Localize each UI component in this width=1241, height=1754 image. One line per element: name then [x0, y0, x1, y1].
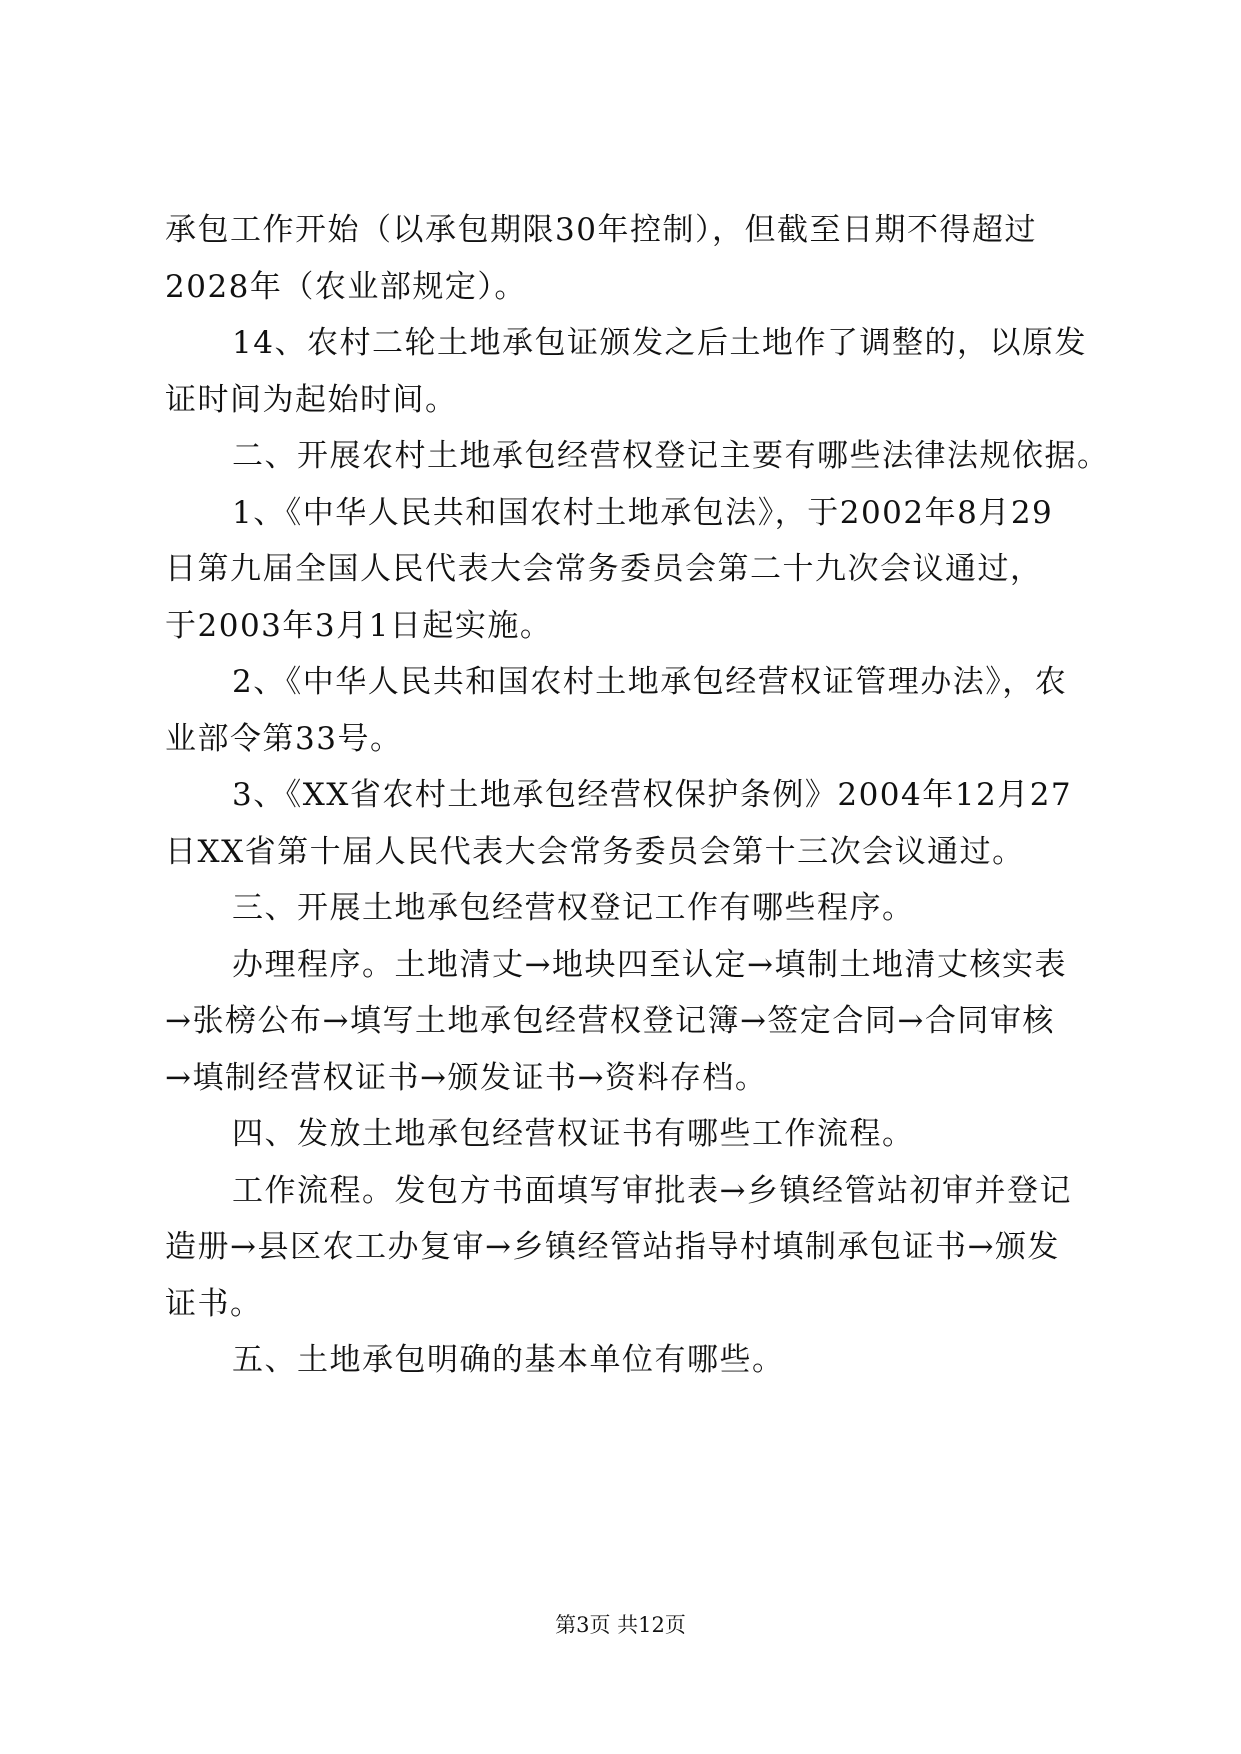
body-text-line: →填制经营权证书→颁发证书→资料存档。	[165, 1060, 768, 1096]
body-text-line: 证书。	[165, 1286, 263, 1322]
section-heading: 二、开展农村土地承包经营权登记主要有哪些法律法规依据。	[232, 438, 1110, 474]
paragraph-first-line: 办理程序。土地清丈→地块四至认定→填制土地清丈核实表	[232, 947, 1067, 983]
paragraph-first-line: 3、《XX省农村土地承包经营权保护条例》2004年12月27	[232, 777, 1073, 813]
body-text-line: 于2003年3月1日起实施。	[165, 608, 553, 644]
section-heading: 五、土地承包明确的基本单位有哪些。	[232, 1342, 785, 1378]
page-number: 第3页 共12页	[555, 1613, 686, 1637]
body-text-line: 日第九届全国人民代表大会常务委员会第二十九次会议通过，	[165, 551, 1043, 587]
page-footer	[0, 1610, 1241, 1640]
paragraph-first-line: 1、《中华人民共和国农村土地承包法》，于2002年8月29	[232, 495, 1054, 531]
section-heading: 三、开展土地承包经营权登记工作有哪些程序。	[232, 890, 915, 926]
section-heading: 四、发放土地承包经营权证书有哪些工作流程。	[232, 1116, 915, 1152]
paragraph-first-line: 工作流程。发包方书面填写审批表→乡镇经管站初审并登记	[232, 1173, 1072, 1209]
body-text-line: 日XX省第十届人民代表大会常务委员会第十三次会议通过。	[165, 834, 1025, 870]
body-text-line: 2028年（农业部规定）。	[165, 269, 527, 305]
body-text-line: 造册→县区农工办复审→乡镇经管站指导村填制承包证书→颁发	[165, 1229, 1060, 1265]
body-text-line: →张榜公布→填写土地承包经营权登记簿→签定合同→合同审核	[165, 1003, 1055, 1039]
body-text-line: 证时间为起始时间。	[165, 382, 458, 418]
body-text-line: 承包工作开始（以承包期限30年控制），但截至日期不得超过	[165, 212, 1037, 248]
paragraph-first-line: 2、《中华人民共和国农村土地承包经营权证管理办法》，农	[232, 664, 1068, 700]
paragraph-first-line: 14、农村二轮土地承包证颁发之后土地作了调整的，以原发	[232, 325, 1087, 361]
body-text-line: 业部令第33号。	[165, 721, 403, 757]
